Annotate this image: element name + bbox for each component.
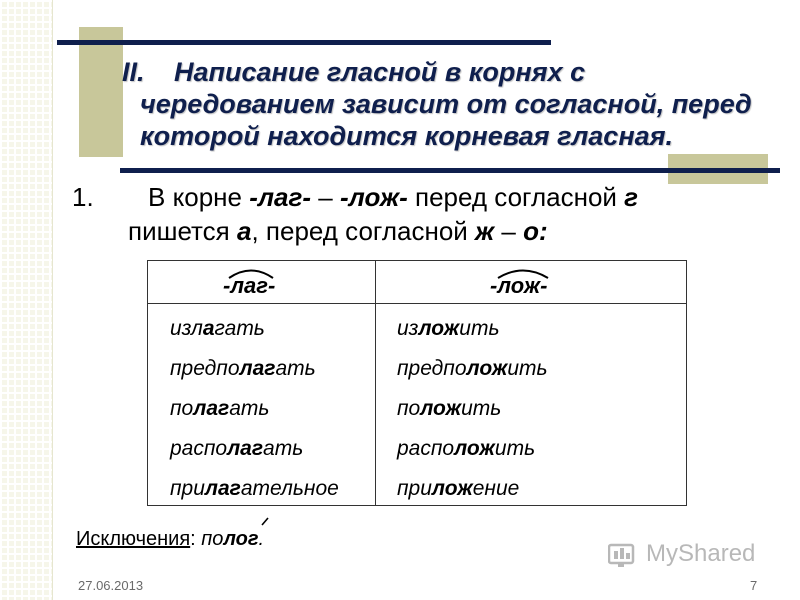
rule-colon: : [539,216,548,246]
word-suffix: ение [472,477,520,500]
letter-zh: ж [475,216,495,246]
word-suffix: ить [459,317,500,340]
rule-dash: – [494,216,524,246]
rule-line-1 [148,180,638,214]
header-lag-text: -лаг- [223,273,276,298]
word-prefix: предпо [170,357,240,380]
list-item [397,435,548,475]
exception-word [201,528,264,550]
title-line-2: чередованием зависит от согласной, перед [140,89,752,119]
rule-text: В корне [148,182,250,212]
exceptions-colon: : [190,528,202,550]
word-root: лож [420,397,462,420]
list-item [397,315,548,355]
word-suffix: ить [461,397,502,420]
letter-g: г [624,182,639,212]
word-prefix: распо [397,437,455,460]
root-lag: -лаг- [249,182,312,212]
word-suffix: ательное [240,477,339,500]
word-suffix: ать [229,397,270,420]
list-item [397,395,548,435]
word-suffix: ать [275,357,316,380]
word-suffix: ить [507,357,548,380]
list-item [170,395,339,435]
letter-o: о [523,216,540,246]
word-root: лаг [227,437,264,460]
word-root: лож [431,477,473,500]
rule-text: , перед согласной [251,216,476,246]
table-header-lag [223,273,275,299]
word-suffix: . [258,528,265,550]
logo-text: MyShared [646,540,756,567]
table-column-divider [375,261,376,505]
slide-date: 27.06.2013 [78,578,144,593]
stress-mark-icon [260,516,270,526]
root-arc-icon [488,265,558,279]
title-line-1: Написание гласной в корнях с [174,57,586,87]
word-prefix: по [201,528,224,550]
word-prefix: по [170,397,194,420]
word-root: лож [454,437,495,460]
header-lozh-text: -лож- [490,273,548,298]
root-arc-icon [221,265,281,279]
table-header-lozh [490,273,547,299]
word-prefix: по [397,397,421,420]
word-prefix: изл [170,317,203,340]
decorative-grid-strip [0,0,53,600]
word-prefix: предпо [397,357,467,380]
slide-title [122,56,782,152]
word-suffix: гать [214,317,265,340]
title-line-3: которой находится корневая гласная. [140,121,674,151]
word-root: лож [418,317,460,340]
accent-line-bottom [120,168,780,173]
word-prefix: при [397,477,432,500]
word-root: лож [466,357,508,380]
rule-text: пишется [128,216,237,246]
word-prefix: распо [170,437,228,460]
word-root: лог [223,528,259,550]
word-suffix: ать [263,437,304,460]
root-lozh: -лож- [339,182,408,212]
rule-text: перед согласной [407,182,625,212]
table-header-divider [148,303,686,304]
myshared-logo [608,538,768,572]
word-prefix: при [170,477,205,500]
rule-line-2 [128,214,548,248]
word-root: а [202,317,215,340]
list-item [397,355,548,395]
list-item [170,475,339,515]
myshared-logo-icon [608,542,638,568]
lozh-words-column [397,315,548,515]
slide-number: 7 [750,578,758,593]
list-item [170,355,339,395]
letter-a: а [236,216,252,246]
accent-line-top [57,40,551,45]
rule-dash: – [311,182,340,212]
roots-table [147,260,687,506]
rule-number: 1. [72,182,94,212]
list-item [170,315,339,355]
word-suffix: ить [494,437,536,460]
list-item [397,475,548,515]
list-item [170,435,339,475]
word-root: лаг [193,397,230,420]
word-root: лаг [204,477,241,500]
exceptions-label: Исключения [76,528,191,550]
exceptions-line [76,528,264,551]
accent-block-top [79,27,123,157]
word-root: лаг [239,357,276,380]
word-prefix: из [397,317,419,340]
title-roman-numeral: II. [122,57,145,87]
lag-words-column [170,315,339,515]
